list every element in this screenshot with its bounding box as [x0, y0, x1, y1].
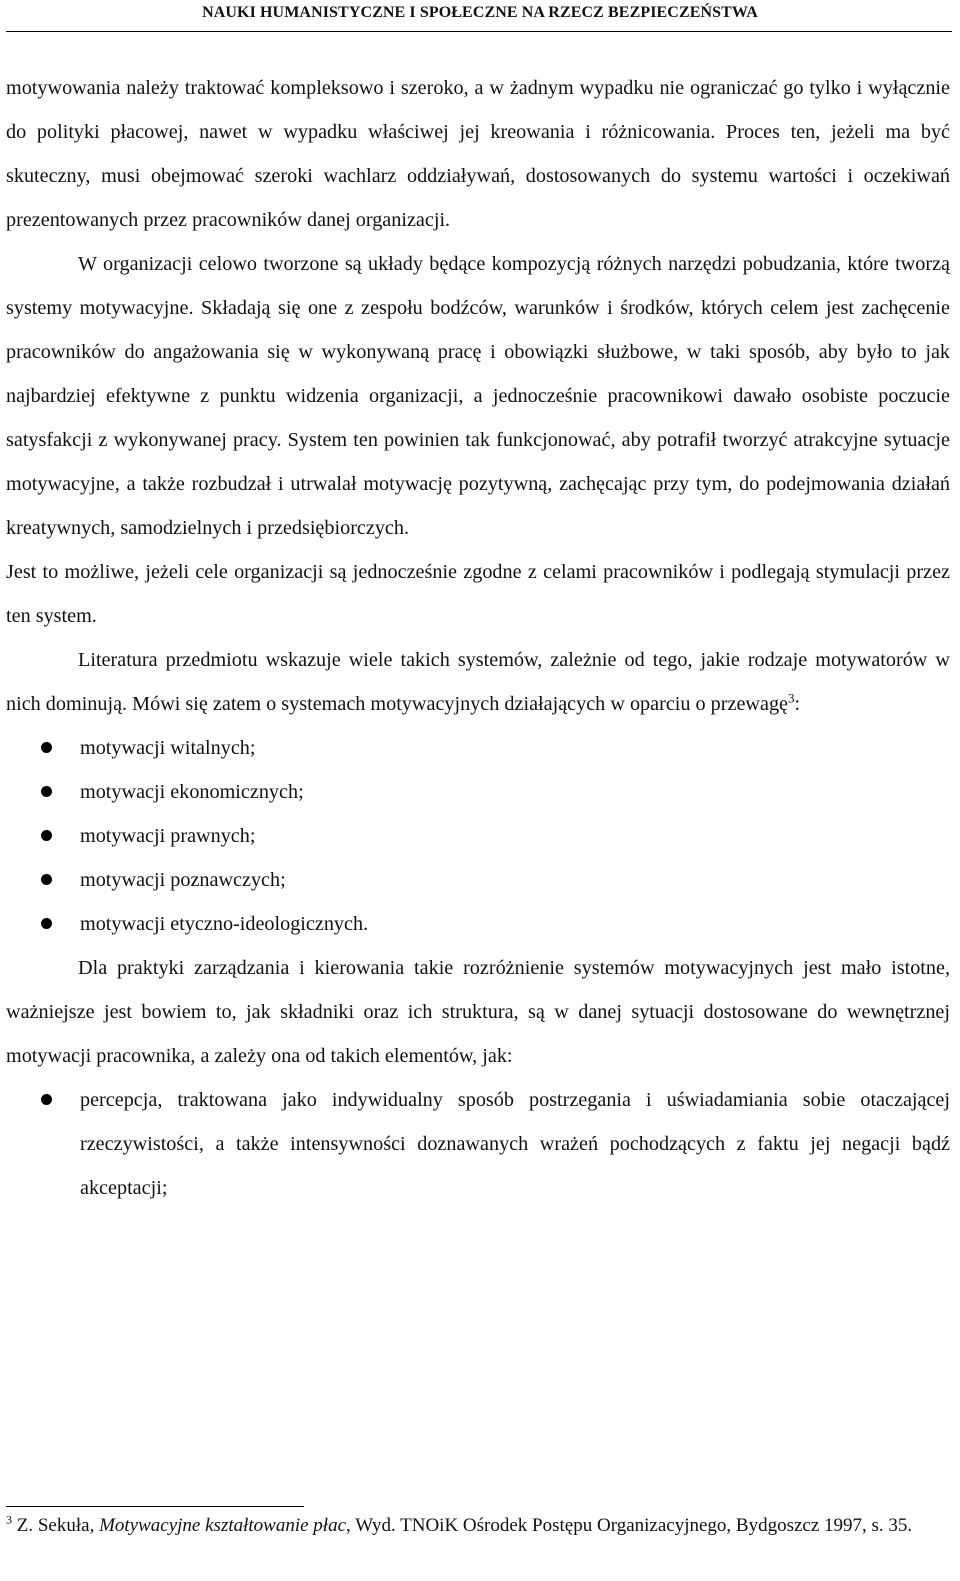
list-item: [6, 858, 950, 902]
running-header: NAUKI HUMANISTYCZNE I SPOŁECZNE NA RZECZ BEZPIECZEŃSTWA: [202, 4, 758, 21]
bullet-icon: [41, 1094, 52, 1105]
list-item-text: motywacji ekonomicznych;: [80, 781, 304, 803]
list-item: [6, 726, 950, 770]
list-item: [6, 902, 950, 946]
list-item-text: motywacji witalnych;: [80, 737, 256, 759]
bullet-icon: [41, 830, 52, 841]
paragraph-4: [6, 638, 950, 726]
paragraph-1: motywowania należy traktować kompleksowo i szeroko, a w żadnym wypadku nie ograniczać go tylko i wyłącznie do polityki płacowej, nawet w wypadku właściwej jej kreowania i różnicowania. Proces ten, jeżeli ma być skuteczny, musi obejmować szeroki wachlarz oddziaływań, dostosowanych do systemu wartości i oczekiwań prezentowanych przez pracowników danej organizacji.: [6, 77, 950, 231]
motivation-types-list: [6, 726, 950, 946]
bullet-icon: [41, 874, 52, 885]
elements-list: [6, 1078, 950, 1210]
footnote-divider: [6, 1506, 304, 1507]
list-item: [6, 814, 950, 858]
bullet-icon: [41, 918, 52, 929]
paragraph-5: Dla praktyki zarządzania i kierowania takie rozróżnienie systemów motywacyjnych jest mało istotne, ważniejsze jest bowiem to, jak składniki oraz ich struktura, są w danej sytuacji dostosowane do wewnętrznej motywacji pracownika, a zależy ona od takich elementów, jak:: [6, 957, 950, 1067]
list-item-text: motywacji etyczno-ideologicznych.: [80, 913, 369, 935]
footnote-author: Z. Sekuła,: [16, 1515, 95, 1536]
page-body: [6, 66, 950, 1210]
footnote: [6, 1512, 950, 1536]
list-item: [6, 1078, 950, 1210]
paragraph-2: W organizacji celowo tworzone są układy będące kompozycją różnych narzędzi pobudzania, które tworzą systemy motywacyjne. Składają się one z zespołu bodźców, warunków i środków, których celem jest zachęcenie pracowników do angażowania się w wykonywaną pracę i obowiązki służbowe, w taki sposób, aby było to jak najbardziej efektywne z punktu widzenia organizacji, a jednocześnie pracownikowi dawało osobiste poczucie satysfakcji z wykonywanej pracy. System ten powinien tak funkcjonować, aby potrafił tworzyć atrakcyjne sytuacje motywacyjne, a także rozbudzał i utrwalał motywację pozytywną, zachęcając przy tym, do podejmowania działań kreatywnych, samodzielnych i przedsiębiorczych.: [6, 253, 950, 539]
paragraph-4-text: Literatura przedmiotu wskazuje wiele takich systemów, zależnie od tego, jakie rodzaje motywatorów w nich dominują. Mówi się zatem o systemach motywacyjnych działających w oparciu o przewagę: [6, 649, 950, 715]
header-divider: [6, 31, 952, 32]
bullet-icon: [41, 786, 52, 797]
paragraph-4-colon: :: [794, 693, 801, 715]
bullet-icon: [41, 742, 52, 753]
footnote-number: 3: [6, 1512, 12, 1527]
list-item: [6, 770, 950, 814]
footnote-publisher: , Wyd. TNOiK Ośrodek Postępu Organizacyjnego, Bydgoszcz 1997, s. 35.: [346, 1515, 913, 1536]
footnote-title: Motywacyjne kształtowanie płac: [99, 1515, 347, 1536]
list-item-text: motywacji prawnych;: [80, 825, 256, 847]
paragraph-3: Jest to możliwe, jeżeli cele organizacji są jednocześnie zgodne z celami pracowników i podlegają stymulacji przez ten system.: [6, 561, 950, 627]
list-item-text: motywacji poznawczych;: [80, 869, 286, 891]
footnote-reference[interactable]: 3: [788, 690, 795, 706]
list-item-text: percepcja, traktowana jako indywidualny sposób postrzegania i uświadamiania sobie otaczającej rzeczywistości, a także intensywności doznawanych wrażeń pochodzących z faktu jej negacji bądź akceptacji;: [80, 1089, 950, 1199]
